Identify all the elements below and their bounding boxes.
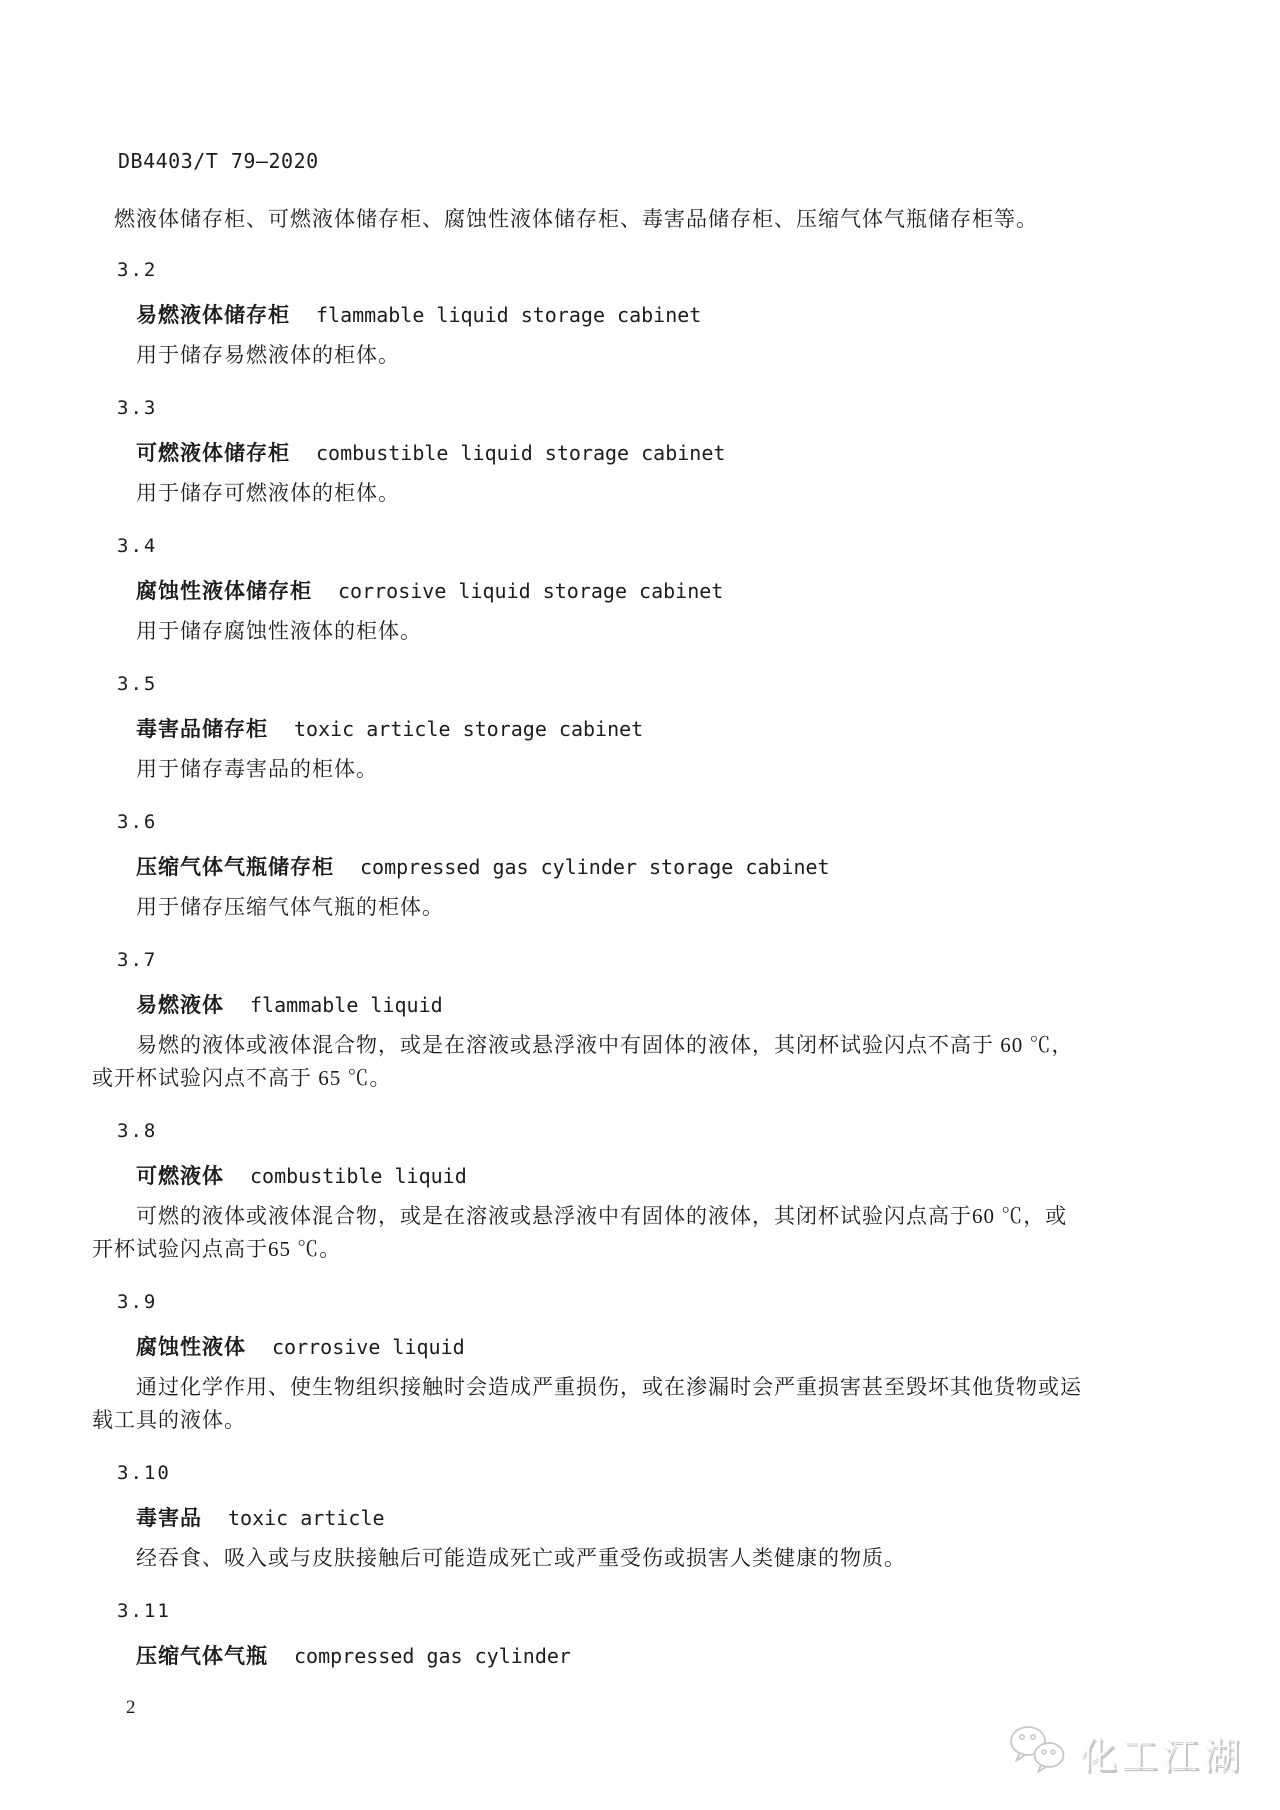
term-chinese: 可燃液体储存柜 — [136, 442, 290, 465]
term-line — [136, 1503, 1180, 1536]
section-number: 3.7 — [117, 949, 158, 971]
definition — [92, 1542, 1180, 1575]
definition-line: 用于储存毒害品的柜体。 — [136, 757, 378, 781]
term-english: flammable liquid storage cabinet — [316, 303, 702, 327]
section-number: 3.5 — [117, 673, 158, 695]
term-line — [136, 990, 1180, 1023]
definition — [92, 753, 1180, 786]
term-english: compressed gas cylinder — [294, 1644, 571, 1668]
definition-line: 可燃的液体或液体混合物，或是在溶液或悬浮液中有固体的液体，其闭杯试验闪点高于60 ℃，或 — [136, 1204, 1068, 1228]
section-number: 3.11 — [117, 1600, 171, 1622]
section-number: 3.3 — [117, 397, 158, 419]
section-3-7 — [92, 948, 1180, 1095]
watermark-logo — [1008, 1724, 1244, 1779]
section-number: 3.6 — [117, 811, 158, 833]
term-line — [136, 438, 1180, 471]
definition — [92, 1371, 1180, 1437]
term-english: toxic article storage cabinet — [294, 717, 644, 741]
term-chinese: 可燃液体 — [136, 1165, 224, 1188]
section-number: 3.10 — [117, 1462, 171, 1484]
intro-paragraph: 燃液体储存柜、可燃液体储存柜、腐蚀性液体储存柜、毒害品储存柜、压缩气体气瓶储存柜等。 — [114, 207, 1038, 231]
section-3-2 — [92, 258, 1180, 372]
definition — [92, 1029, 1180, 1095]
definition — [92, 891, 1180, 924]
section-3-4 — [92, 534, 1180, 648]
term-chinese: 毒害品 — [136, 1507, 202, 1530]
definition — [92, 1200, 1180, 1266]
term-line — [136, 1332, 1180, 1365]
term-line — [136, 300, 1180, 333]
definition-line: 通过化学作用、使生物组织接触时会造成严重损伤，或在渗漏时会严重损害甚至毁坏其他货物或运 — [136, 1375, 1082, 1399]
term-english: combustible liquid storage cabinet — [316, 441, 726, 465]
definition-line: 用于储存可燃液体的柜体。 — [136, 481, 400, 505]
standard-code-header: DB4403/T 79—2020 — [118, 149, 319, 173]
term-english: corrosive liquid storage cabinet — [338, 579, 724, 603]
definition-line: 或开杯试验闪点不高于 65 ℃。 — [92, 1066, 392, 1090]
page-number: 2 — [126, 1697, 136, 1718]
term-chinese: 易燃液体 — [136, 994, 224, 1017]
term-line — [136, 714, 1180, 747]
section-number: 3.4 — [117, 535, 158, 557]
term-english: combustible liquid — [250, 1164, 467, 1188]
term-line — [136, 576, 1180, 609]
definition-line: 载工具的液体。 — [92, 1408, 246, 1432]
term-english: corrosive liquid — [272, 1335, 465, 1359]
definition-line: 经吞食、吸入或与皮肤接触后可能造成死亡或严重受伤或损害人类健康的物质。 — [136, 1546, 906, 1570]
term-chinese: 毒害品储存柜 — [136, 718, 268, 741]
definition — [92, 477, 1180, 510]
term-english: flammable liquid — [250, 993, 443, 1017]
term-english: compressed gas cylinder storage cabinet — [360, 855, 830, 879]
term-chinese: 腐蚀性液体 — [136, 1336, 246, 1359]
term-chinese: 压缩气体气瓶储存柜 — [136, 856, 334, 879]
section-3-3 — [92, 396, 1180, 510]
term-chinese: 易燃液体储存柜 — [136, 304, 290, 327]
definition-line: 用于储存压缩气体气瓶的柜体。 — [136, 895, 444, 919]
definition — [92, 339, 1180, 372]
watermark-text: 化工江湖 — [1080, 1734, 1244, 1776]
definition — [92, 615, 1180, 648]
term-line — [136, 1161, 1180, 1194]
definition-line: 开杯试验闪点高于65 ℃。 — [92, 1237, 342, 1261]
definition-line: 用于储存腐蚀性液体的柜体。 — [136, 619, 422, 643]
term-chinese: 压缩气体气瓶 — [136, 1645, 268, 1668]
section-3-11 — [92, 1599, 1180, 1674]
wechat-bubbles-icon — [1008, 1724, 1070, 1779]
section-number: 3.2 — [117, 259, 158, 281]
section-3-6 — [92, 810, 1180, 924]
section-number: 3.8 — [117, 1120, 158, 1142]
section-3-9 — [92, 1290, 1180, 1437]
section-3-10 — [92, 1461, 1180, 1575]
definition-line: 易燃的液体或液体混合物，或是在溶液或悬浮液中有固体的液体，其闭杯试验闪点不高于 60 ℃， — [136, 1033, 1074, 1057]
term-chinese: 腐蚀性液体储存柜 — [136, 580, 312, 603]
section-3-8 — [92, 1119, 1180, 1266]
section-number: 3.9 — [117, 1291, 158, 1313]
term-line — [136, 852, 1180, 885]
definition-line: 用于储存易燃液体的柜体。 — [136, 343, 400, 367]
term-line — [136, 1641, 1180, 1674]
section-3-5 — [92, 672, 1180, 786]
term-english: toxic article — [228, 1506, 385, 1530]
